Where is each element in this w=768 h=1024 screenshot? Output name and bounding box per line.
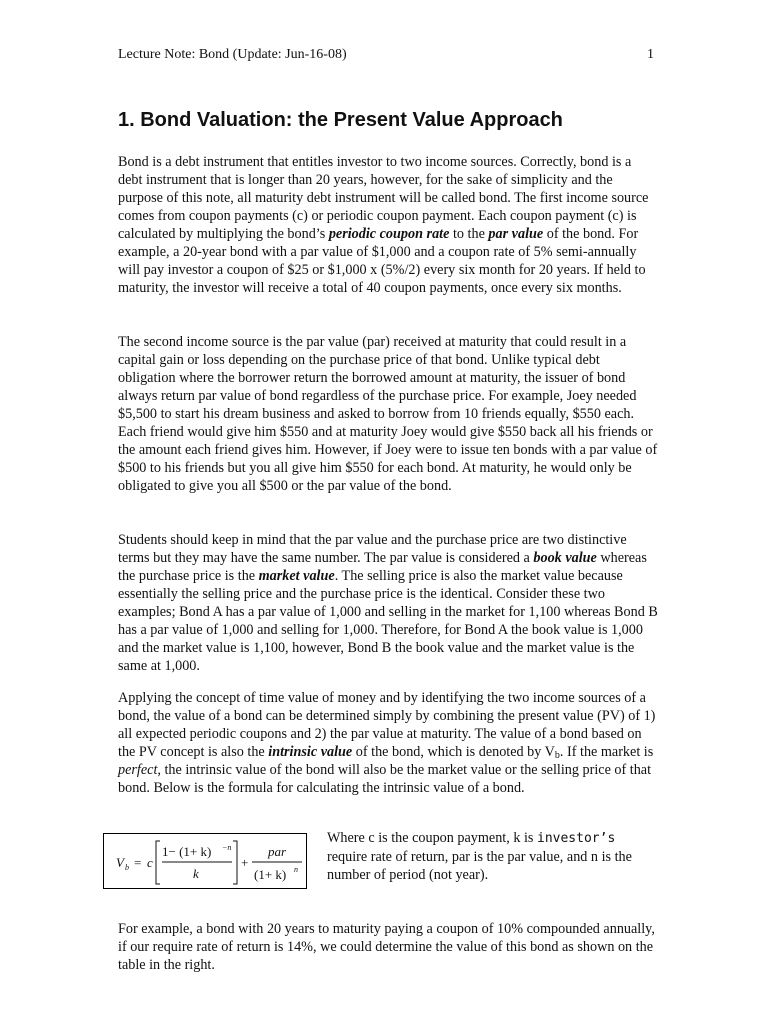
p4-text-c: of the bond, which is denoted by V [352,744,555,760]
paragraph-par-value [118,333,658,495]
p3-text-e: . The selling price is also the market value because essentially the selling price and the purchase price is the identical. Consider these two examples; Bond A has a par value of 1,000 and selling in the market for 1,100 whereas Bond B has a par value of 1,000 and selling for 1,000. Therefore, for Bond A the book value is 1,000 and the market value is 1,100, however, Bond B the book value and the market value is the same at 1,000. [118,568,658,674]
bond-value-formula [103,833,307,889]
note-text-c: require rate of return, par is the par value, and n is the number of period (not year). [327,849,632,883]
paragraph-intrinsic-value [118,689,658,797]
note-text-a: Where c is the coupon payment, k is [327,830,537,846]
left-bracket [156,841,160,884]
p4-text-f: , the intrinsic value of the bond will also be the market value or the selling price of that bond. Below is the formula for calculating the intrinsic value of a bond. [118,762,652,796]
term-market-value: market value [258,568,335,584]
formula-equals: = [134,855,142,870]
p4-text-a: Applying the concept of time value of money and by identifying the two income sources of a bond, the value of a bond can be determined simply by combining the present value (PV) of 1) all expected periodic coupons and 2) the par value at maturity. The value of a bond based on the PV concept is also the [118,690,656,760]
right-bracket [233,841,237,884]
formula-plus: + [241,855,249,870]
formula-exponent-2: n [294,865,298,874]
formula-numerator-2: par [268,844,287,859]
vb-subscript: b [554,750,560,761]
formula-denominator-2: (1+ k) [254,867,287,882]
p4-text-d: . If the market is [559,744,654,760]
section-title: 1. Bond Valuation: the Present Value Approach [118,109,563,131]
p3-text-c: whereas the purchase price is the [118,550,647,584]
formula-numerator-1: 1− (1+ k) [162,844,212,859]
running-header [118,46,654,64]
page-number: 1 [647,47,654,62]
running-title: Lecture Note: Bond (Update: Jun-16-08) [118,47,347,62]
p1-text-a: Bond is a debt instrument that entitles investor to two income sources. Correctly, bond is a debt instrument that is longer than 20 years, however, for the sake of simplicity and the purpose of this note, all maturity debt instrument will be called bond. The first income source comes from coupon payments (c) or periodic coupon payment. Each coupon payment (c) is calculated by multiplying the bond’s [118,154,649,242]
p1-text-c: to the [449,226,489,242]
formula-graphic [104,834,308,890]
note-investors: investor’s [537,831,616,846]
paragraph-example [118,920,658,974]
p2-text: The second income source is the par value (par) received at maturity that could result in a capital gain or loss depending on the purchase price of that bond. Unlike typical debt obligation where the borrower return the borrowed amount at maturity, the issuer of bond always return par value of bond regardless of the purchase price. For example, Joey needed $5,500 to start his dream business and asked to borrow from 10 friends equally, $550 each. Each friend would give him $550 and at maturity Joey would give $550 back all his friends or the amount each friend gives him. However, if Joey were to issue ten bonds with a par value of $500 to his friends but you all give him $550 for each bond. At maturity, he would only be obligated to give you all $500 or the par value of the bond. [118,334,658,494]
p5-text: For example, a bond with 20 years to maturity paying a coupon of 10% compounded annually, if our require rate of return is 14%, we could determine the value of this bond as shown on the table in the right. [118,921,655,973]
term-book-value: book value [533,550,597,566]
term-par-value: par value [488,226,544,242]
term-intrinsic-value: intrinsic value [268,744,353,760]
formula-denominator-1: k [193,866,199,881]
formula-coupon: c [147,855,153,870]
paragraph-income-sources [118,153,658,297]
formula-explanation [327,829,657,884]
p1-text-e: of the bond. For example, a 20-year bond with a par value of $1,000 and a coupon rate of 5% semi-annually will pay investor a coupon of $25 or $1,000 x (5%/2) every six month for 20 years. If held to maturity, the investor will receive a total of 40 coupon payments, once every six months. [118,226,646,296]
term-periodic-coupon-rate: periodic coupon rate [328,226,450,242]
formula-lhs-subscript: b [125,863,129,872]
term-perfect: perfect [118,762,158,778]
p3-text-a: Students should keep in mind that the par value and the purchase price are two distinctive terms but they may have the same number. The par value is considered a [118,532,627,566]
paragraph-book-vs-market [118,531,658,675]
formula-exponent-1: −n [222,843,232,852]
formula-lhs: V [116,855,124,870]
